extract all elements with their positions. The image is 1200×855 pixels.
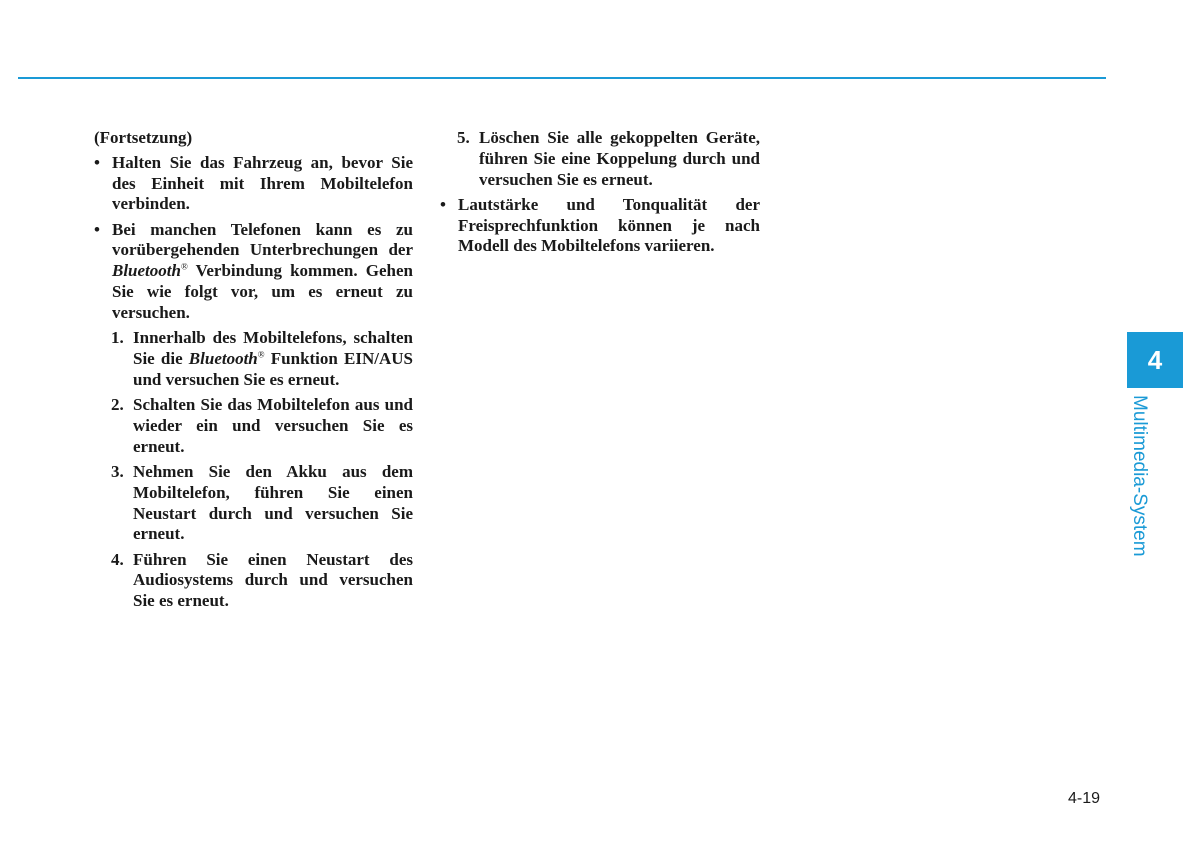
numbered-step <box>111 550 413 612</box>
numbered-step <box>111 395 413 457</box>
registered-mark: ® <box>180 261 188 272</box>
bullet-text-part: Bei manchen Telefonen kann es zu vorübergehenden Unterbrechungen der <box>112 219 413 260</box>
right-column <box>440 128 760 262</box>
left-column <box>94 128 413 617</box>
step-number: 4. <box>111 549 124 569</box>
step-number: 5. <box>457 128 470 147</box>
chapter-tab: 4 <box>1127 332 1183 388</box>
page-number: 4-19 <box>1068 790 1101 807</box>
registered-mark: ® <box>257 349 265 360</box>
step-text-part: Funktion EIN/AUS und versuchen Sie es erneut. <box>133 348 413 389</box>
bullet-marker: • <box>440 194 446 214</box>
bullet-text: Halten Sie das Fahrzeug an, bevor Sie des Einheit mit Ihrem Mobiltelefon verbinden. <box>112 152 413 214</box>
numbered-step <box>457 128 760 190</box>
step-text: Löschen Sie alle gekoppelten Geräte, führen Sie eine Koppelung durch und versuchen Sie es erneut. <box>479 128 760 189</box>
step-text: Führen Sie einen Neustart des Audiosystems durch und versuchen Sie es erneut. <box>133 549 413 611</box>
bullet-marker: • <box>94 152 100 172</box>
bullet-text-part: Verbindung kommen. Gehen Sie wie folgt vor, um es erneut zu versuchen. <box>112 261 413 322</box>
step-number: 2. <box>111 395 124 415</box>
step-text: Nehmen Sie den Akku aus dem Mobiltelefon, führen Sie einen Neustart durch und versuchen Sie erneut. <box>133 461 413 544</box>
bullet-item <box>94 153 413 215</box>
step-text-part: Innerhalb des Mobiltelefons, schalten Sie die <box>133 328 413 368</box>
header-rule <box>18 77 1106 79</box>
step-number: 1. <box>111 328 124 348</box>
bullet-item <box>440 195 760 257</box>
step-text: Schalten Sie das Mobiltelefon aus und wieder ein und versuchen Sie es erneut. <box>133 395 413 456</box>
numbered-step <box>111 462 413 545</box>
bluetooth-term: Bluetooth <box>188 348 258 368</box>
bullet-item <box>94 220 413 324</box>
bluetooth-term: Bluetooth <box>112 261 181 281</box>
bullet-text: Lautstärke und Tonqualität der Freisprechfunktion können je nach Modell des Mobiltelefons variieren. <box>458 194 760 256</box>
continuation-label: (Fortsetzung) <box>94 128 193 147</box>
step-number: 3. <box>111 461 124 481</box>
chapter-title: Multimedia-System <box>1129 395 1150 557</box>
numbered-step <box>111 328 413 390</box>
bullet-marker: • <box>94 219 100 239</box>
